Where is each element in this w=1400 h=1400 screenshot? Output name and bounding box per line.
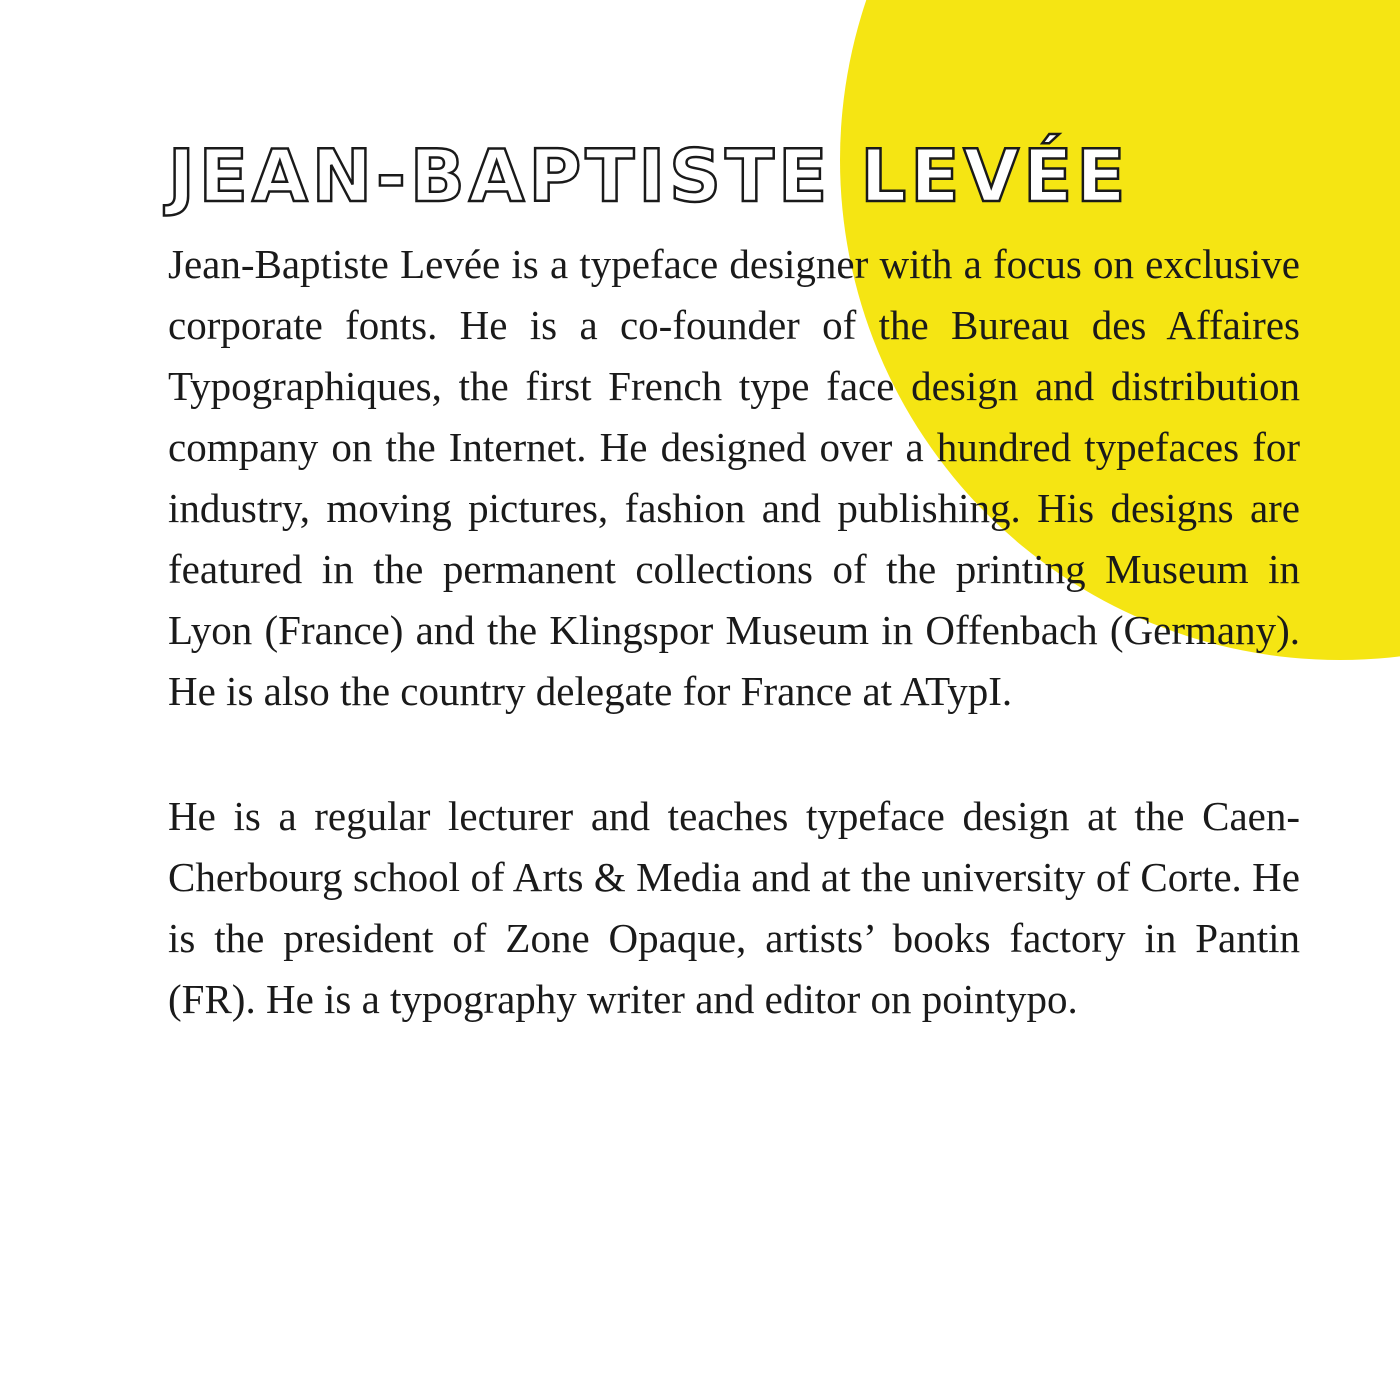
page-title: JEAN-BAPTISTE LEVÉE [168, 134, 1130, 218]
bio-paragraph-2: He is a regular lecturer and teaches typeface design at the Caen-Cherbourg school of Arts & Media and at the university of Corte. He is the president of Zone Opaque, artists’ books factory in Pantin (FR). He is a typography writer and editor on pointypo. [168, 793, 1300, 1022]
content-area [168, 130, 1300, 1030]
bio-paragraph-1: Jean-Baptiste Levée is a typeface designer with a focus on exclusive corporate fonts. He is a co-founder of the Bureau des Affaires Typographiques, the first French type face design and distribution company on the Internet. He designed over a hundred typefaces for industry, moving pictures, fashion and publishing. His designs are featured in the permanent collections of the printing Museum in Lyon (France) and the Klingspor Museum in Offenbach (Germany). He is also the country delegate for France at ATypI. [168, 241, 1300, 714]
